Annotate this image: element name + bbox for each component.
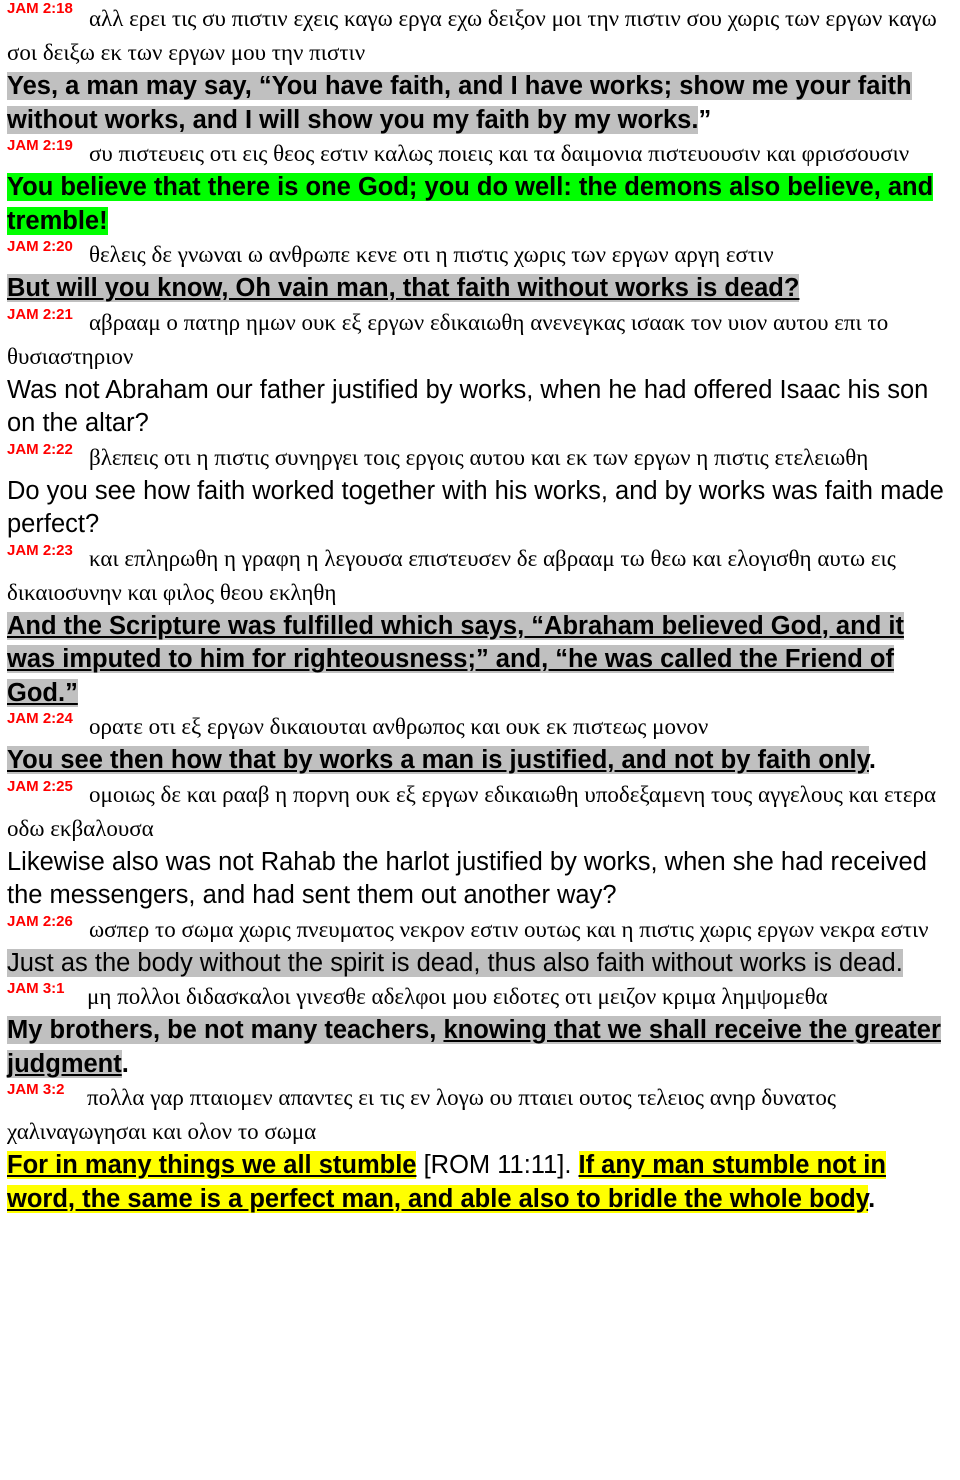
highlighted-text: If any man stumble not in word, the same is a perfect man, and able also to bridle the whole body (7, 1151, 886, 1213)
verse-reference: JAM 3:1 (7, 980, 65, 997)
verse-jam-2-25 (7, 778, 957, 913)
verse-reference: JAM 2:24 (7, 710, 73, 727)
verse-jam-2-19 (7, 137, 957, 238)
highlighted-text: For in many things we all stumble (7, 1151, 417, 1179)
underlined-text: knowing that we shall receive the greater judgment (7, 1016, 941, 1078)
greek-text: αβρααμ ο πατηρ ημων ουκ εξ εργων εδικαιωθη ανενεγκας ισαακ τον υιον αυτου επι το θυσιαστηριον (7, 309, 889, 369)
greek-text: μη πολλοι διδασκαλοι γινεσθε αδελφοι μου ειδοτες οτι μειζον κριμα λημψομεθα (87, 984, 828, 1009)
highlighted-text: Just as the body without the spirit is dead, thus also faith without works is dead. (7, 948, 903, 977)
cross-reference: [ROM 11:11]. (416, 1151, 579, 1179)
highlighted-text: My brothers, be not many teachers, (7, 1016, 444, 1044)
verse-jam-3-1 (7, 980, 957, 1081)
greek-text: πολλα γαρ πταιομεν απαντες ει τις εν λογω ου πταιει ουτος τελειος ανηρ δυνατος χαλιναγωγησαι και ολον το σωμα (7, 1085, 836, 1144)
english-text: Do you see how faith worked together with his works, and by works was faith made perfect? (7, 476, 944, 538)
verse-jam-2-21 (7, 306, 957, 441)
verse-reference: JAM 2:25 (7, 777, 73, 795)
highlighted-text: You see then how that by works a man is justified, and not by faith only (7, 746, 869, 774)
english-text (7, 947, 957, 981)
english-text (7, 70, 957, 137)
greek-text: ωσπερ το σωμα χωρις πνευματος νεκρον εστιν ουτως και η πιστις χωρις εργων νεκρα εστιν (89, 916, 929, 942)
verse-document (7, 0, 957, 1216)
greek-text: συ πιστευεις οτι εις θεος εστιν καλως ποιεις και τα δαιμονια πιστευουσιν και φρισσουσιν (89, 141, 910, 166)
greek-text: και επληρωθη η γραφη η λεγουσα επιστευσεν δε αβρααμ τω θεω και ελογισθη αυτω εις δικαιοσυνην και φιλος θεου εκληθη (7, 545, 896, 605)
greek-text: ορατε οτι εξ εργων δικαιουται ανθρωπος και ουκ εκ πιστεως μονον (89, 714, 709, 739)
verse-reference: JAM 2:22 (7, 440, 73, 458)
verse-jam-3-2 (7, 1081, 957, 1216)
period: . (868, 746, 877, 774)
greek-text: αλλ ερει τις συ πιστιν εχεις καγω εργα εχω δειξον μοι την πιστιν σου χωρις των εργων καγω σοι δειξω εκ των εργων μου την πιστιν (7, 6, 937, 65)
verse-jam-2-23 (7, 542, 957, 711)
highlighted-text: Yes, a man may say, “You have faith, and I have works; show me your faith without works, and I will show you my faith by my works. (7, 72, 912, 134)
english-text (7, 744, 957, 778)
verse-jam-2-22 (7, 441, 957, 542)
highlighted-text: You believe that there is one God; you do well: the demons also believe, and tremble! (7, 173, 934, 235)
verse-jam-2-18 (7, 0, 957, 137)
highlighted-text: And the Scripture was fulfilled which says, “Abraham believed God, and it was imputed to him for righteousness;” and, “he was called the Friend of God.” (7, 611, 904, 707)
verse-reference: JAM 2:21 (7, 305, 73, 323)
verse-reference: JAM 3:2 (7, 1081, 65, 1098)
verse-reference: JAM 2:19 (7, 137, 73, 154)
verse-reference: JAM 2:18 (7, 0, 73, 17)
verse-jam-2-20 (7, 238, 957, 306)
english-text (7, 1014, 957, 1081)
greek-text: θελεις δε γνωναι ω ανθρωπε κενε οτι η πιστις χωρις των εργων αργη εστιν (89, 242, 774, 267)
english-text (7, 171, 957, 238)
verse-jam-2-24 (7, 710, 957, 778)
english-text: Likewise also was not Rahab the harlot justified by works, when she had received the messengers, and had sent them out another way? (7, 847, 927, 909)
closing-quote: ” (698, 105, 712, 134)
greek-text: ομοιως δε και ρααβ η πορνη ουκ εξ εργων εδικαιωθη υποδεξαμενη τους αγγελους και ετερα οδω εκβαλουσα (7, 781, 937, 841)
verse-reference: JAM 2:26 (7, 912, 73, 930)
verse-jam-2-26 (7, 913, 957, 981)
period: . (868, 1184, 876, 1213)
verse-reference: JAM 2:20 (7, 238, 73, 255)
english-text (7, 1149, 957, 1216)
period: . (121, 1049, 129, 1078)
english-text: Was not Abraham our father justified by works, when he had offered Isaac his son on the altar? (7, 375, 929, 437)
highlighted-text: But will you know, Oh vain man, that faith without works is dead? (7, 274, 800, 302)
greek-text: βλεπεις οτι η πιστις συνηργει τοις εργοις αυτου και εκ των εργων η πιστις ετελειωθη (89, 444, 869, 470)
english-text (7, 272, 957, 306)
verse-reference: JAM 2:23 (7, 541, 73, 559)
english-text (7, 610, 957, 711)
